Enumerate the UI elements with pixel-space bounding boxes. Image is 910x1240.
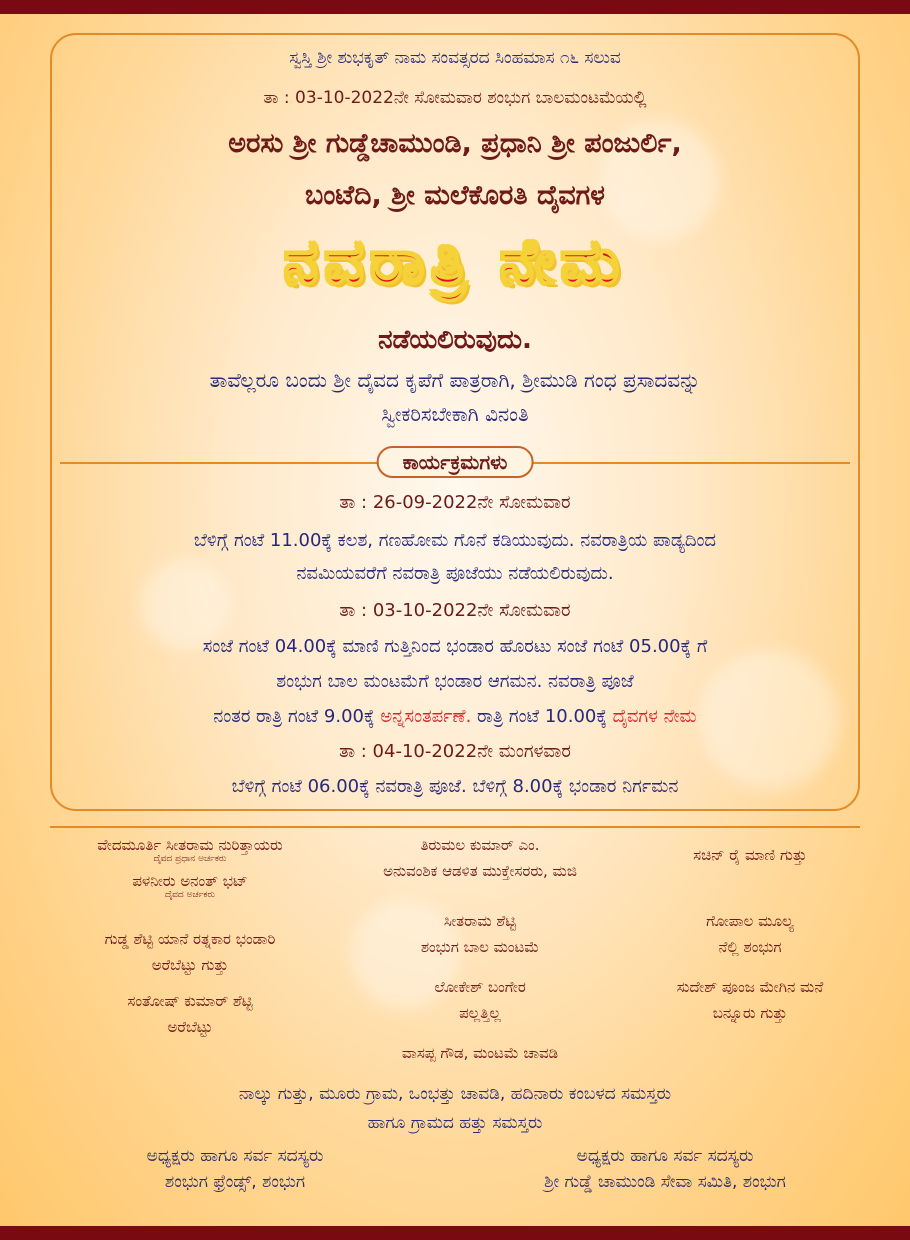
name-gopala: ಗೋಪಾಲ ಮೂಲ್ಯ [706, 912, 794, 930]
name-seetharama-shetty: ಸೀತರಾಮ ಶೆಟ್ಟಿ [443, 912, 517, 930]
name-block [330, 1044, 630, 1062]
name-block [600, 912, 900, 956]
name-gudda-shetty: ಗುಡ್ಡ ಶೆಟ್ಟಿ ಯಾನೆ ರತ್ನಕಾರ ಭಂಡಾರಿ [104, 930, 276, 948]
event-1-line-2: ನವಮಿಯವರೆಗೆ ನವರಾತ್ರಿ ಪೂಜೆಯು ನಡೆಯಲಿರುವುದು. [296, 563, 614, 584]
footer-left-line-1: ಅಧ್ಯಕ್ಷರು ಹಾಗೂ ಸರ್ವ ಸದಸ್ಯರು [146, 1146, 324, 1166]
place-arebettu: ಅರೆಬೆಟ್ಟು [167, 1018, 213, 1036]
name-block [330, 836, 630, 880]
top-band [0, 0, 910, 14]
section-divider [50, 826, 860, 828]
footer-right-line-2: ಶ್ರೀ ಗುಡ್ಡೆ ಚಾಮುಂಡಿ ಸೇವಾ ಸಮಿತಿ, ಶಂಭುಗ [544, 1172, 786, 1192]
event-2-line-3 [0, 706, 910, 727]
footer-line-2: ಹಾಗೂ ಗ್ರಾಮದ ಹತ್ತು ಸಮಸ್ತರು [367, 1113, 543, 1133]
daivagala-nema-highlight: ದೈವಗಳ ನೇಮ [612, 706, 697, 727]
name-block [600, 846, 900, 864]
main-title: ನವರಾತ್ರಿ ನೇಮ [284, 225, 626, 298]
name-block [330, 978, 630, 1022]
header-line-1: ಸ್ವಸ್ತಿ ಶ್ರೀ ಶುಭಕೃತ್ ನಾಮ ಸಂವತ್ಸರದ ಸಿಂಹಮಾಸ ೧೬ ಸಲುವ [289, 48, 621, 68]
role-trustee: ಅನುವಂಶಿಕ ಆಡಳಿತ ಮುಕ್ತೇಸರರು, ಮಜಿ [383, 862, 577, 880]
name-vedamurthi: ವೇದಮೂರ್ತಿ ಸೀತರಾಮ ನುರಿತ್ತಾಯರು [97, 836, 283, 854]
role-chief-priest: ದೈವದ ಪ್ರಧಾನ ಅರ್ಚಕರು [153, 854, 227, 864]
programme-heading-divider [60, 446, 850, 480]
name-lokesh: ಲೋಕೇಶ್ ಬಂಗೇರ [434, 978, 526, 996]
place-bannur-guttu: ಬನ್ನೂರು ಗುತ್ತು [712, 1004, 788, 1022]
deities-line-2: ಬಂಟೆದಿ, ಶ್ರೀ ಮಲೆಕೊರತಿ ದೈವಗಳ [305, 180, 605, 211]
event-2-date: ತಾ : 03-10-2022ನೇ ಸೋಮವಾರ [339, 600, 571, 621]
place-pallattilla: ಪಲ್ಲತ್ತಿಲ್ಲ [459, 1004, 501, 1022]
subtitle: ನಡೆಯಲಿರುವುದು. [378, 325, 532, 355]
event-2-line-1: ಸಂಜೆ ಗಂಟೆ 04.00ಕ್ಕೆ ಮಾಣಿ ಗುತ್ತಿನಿಂದ ಭಂಡಾರ ಹೊರಟು ಸಂಜೆ ಗಂಟೆ 05.00ಕ್ಕೆ ಗೆ [202, 636, 708, 657]
invite-line-1: ತಾವೆಲ್ಲರೂ ಬಂದು ಶ್ರೀ ದೈವದ ಕೃಪೆಗೆ ಪಾತ್ರರಾಗಿ, ಶ್ರೀಮುಡಿ ಗಂಧ ಪ್ರಸಾದವನ್ನು [209, 368, 701, 392]
bottom-band [0, 1226, 910, 1240]
annasantarpane-highlight: ಅನ್ನಸಂತರ್ಪಣೆ. [380, 706, 472, 727]
name-block [600, 978, 900, 1022]
event-3-date: ತಾ : 04-10-2022ನೇ ಮಂಗಳವಾರ [339, 741, 571, 762]
footer-right-block [460, 1146, 870, 1192]
place-arebettu-guttu: ಅರೆಬೆಟ್ಟು ಗುತ್ತು [151, 956, 229, 974]
name-santosh: ಸಂತೋಷ್ ಕುಮಾರ್ ಶೆಟ್ಟಿ [127, 992, 253, 1010]
footer-left-block [40, 1146, 430, 1192]
event-3-line-1: ಬೆಳಿಗ್ಗೆ ಗಂಟೆ 06.00ಕ್ಕೆ ನವರಾತ್ರಿ ಪೂಜೆ. ಬೆಳಿಗ್ಗೆ 8.00ಕ್ಕೆ ಭಂಡಾರ ನಿರ್ಗಮನ [231, 776, 679, 797]
name-sudesh: ಸುದೇಶ್ ಪೂಂಜ ಮೇಗಿನ ಮನೆ [676, 978, 824, 996]
name-block [40, 872, 340, 900]
programme-heading: ಕಾರ್ಯಕ್ರಮಗಳು [377, 446, 534, 478]
event-1-line-1: ಬೆಳಿಗ್ಗೆ ಗಂಟೆ 11.00ಕ್ಕೆ ಕಲಶ, ಗಣಹೋಮ ಗೊನೆ ಕಡಿಯುವುದು. ನವರಾತ್ರಿಯ ಪಾಡ್ಯದಿಂದ [193, 530, 717, 551]
name-block [40, 930, 340, 974]
place-nelli-shambhuga: ನೆಲ್ಲಿ ಶಂಭುಗ [718, 938, 782, 956]
event-2-line-3-part-c: ರಾತ್ರಿ ಗಂಟೆ 10.00ಕ್ಕೆ [471, 706, 613, 727]
invite-line-2: ಸ್ವೀಕರಿಸಬೇಕಾಗಿ ವಿನಂತಿ [381, 402, 529, 426]
name-palaneeru: ಪಳನೀರು ಅನಂತ್ ಭಟ್ [132, 872, 248, 890]
role-priest: ದೈವದ ಅರ್ಚಕರು [165, 890, 215, 900]
footer-right-line-1: ಅಧ್ಯಕ್ಷರು ಹಾಗೂ ಸರ್ವ ಸದಸ್ಯರು [576, 1146, 754, 1166]
name-block [40, 836, 340, 864]
event-2-line-3-part-a: ನಂತರ ರಾತ್ರಿ ಗಂಟೆ 9.00ಕ್ಕೆ [213, 706, 381, 727]
event-1-date: ತಾ : 26-09-2022ನೇ ಸೋಮವಾರ [339, 492, 571, 513]
name-sachin: ಸಚಿನ್ ರೈ ಮಾಣಿ ಗುತ್ತು [693, 846, 807, 864]
footer-line-1: ನಾಲ್ಕು ಗುತ್ತು, ಮೂರು ಗ್ರಾಮ, ಒಂಭತ್ತು ಚಾವಡಿ, ಹದಿನಾರು ಕಂಬಳದ ಸಮಸ್ತರು [238, 1084, 672, 1104]
name-block [40, 992, 340, 1036]
footer-left-line-2: ಶಂಭುಗ ಫ್ರೆಂಡ್ಸ್, ಶಂಭುಗ [164, 1172, 306, 1192]
place-shambhuga-mantame: ಶಂಭುಗ ಬಾಲ ಮಂಟಮೆ [420, 938, 540, 956]
name-vasappa: ವಾಸಪ್ಪ ಗೌಡ, ಮಂಟಮೆ ಚಾವಡಿ [401, 1044, 559, 1062]
header-line-2: ತಾ : 03-10-2022ನೇ ಸೋಮವಾರ ಶಂಭುಗ ಬಾಲಮಂಟಮೆಯಲ್ಲಿ [263, 88, 647, 108]
event-2-line-2: ಶಂಭುಗ ಬಾಲ ಮಂಟಮೆಗೆ ಭಂಡಾರ ಆಗಮನ. ನವರಾತ್ರಿ ಪೂಜೆ [276, 671, 634, 692]
name-block [330, 912, 630, 956]
deities-line-1: ಅರಸು ಶ್ರೀ ಗುಡ್ಡೆಚಾಮುಂಡಿ, ಪ್ರಧಾನಿ ಶ್ರೀ ಪಂಜುರ್ಲಿ, [228, 128, 682, 159]
name-tirumala: ತಿರುಮಲ ಕುಮಾರ್ ಎಂ. [420, 836, 540, 854]
